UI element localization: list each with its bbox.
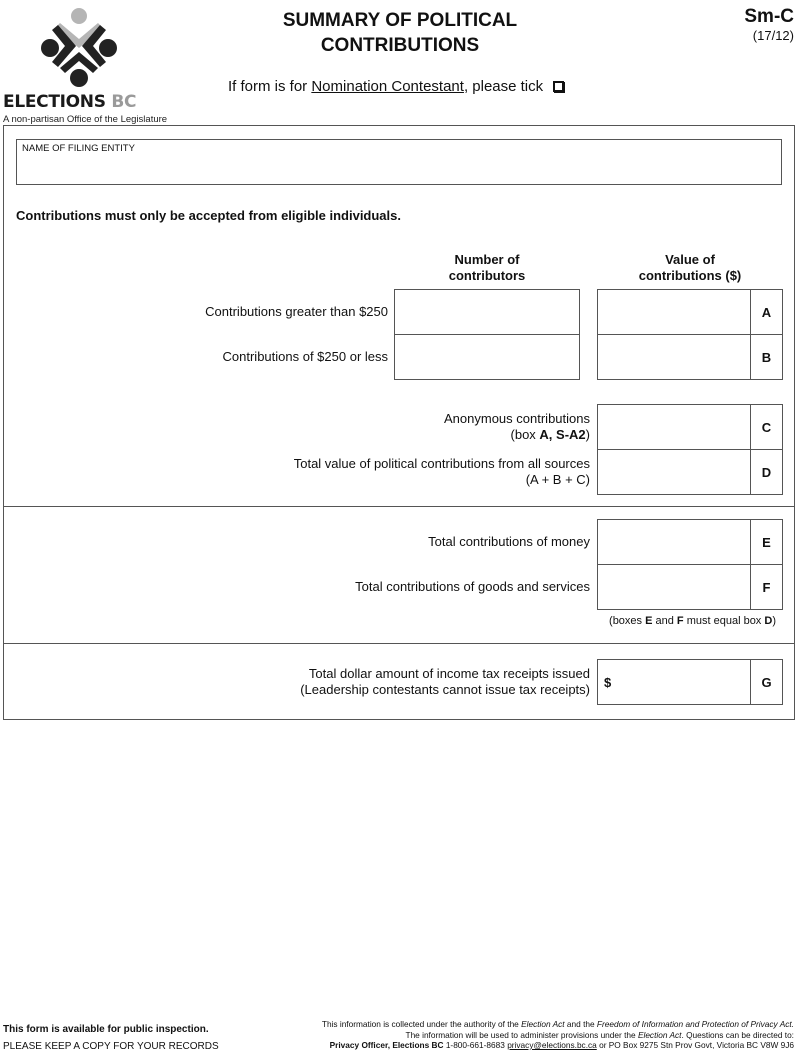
form-code-block — [744, 6, 794, 43]
column-header-value-line1: Value of — [665, 252, 715, 267]
footer-left — [3, 1021, 219, 1051]
row-f-label: Total contributions of goods and services — [355, 579, 590, 594]
note-f: F — [676, 615, 684, 627]
tick-underlined-text: Nomination Contestant — [311, 78, 464, 95]
section-divider-2 — [3, 643, 795, 644]
column-header-value-line2: contributions ($) — [638, 268, 742, 283]
privacy-line-1 — [322, 1019, 794, 1030]
row-b-count-field[interactable] — [394, 334, 580, 380]
column-header-number-line1: Number of — [454, 252, 520, 267]
row-c-letter: C — [761, 419, 772, 435]
row-d-label — [294, 456, 590, 488]
tick-suffix: , please tick — [463, 78, 544, 95]
row-d-value-field[interactable] — [598, 450, 751, 494]
row-c-bold: A, S-A2 — [539, 427, 586, 442]
row-c-value-field[interactable] — [598, 405, 751, 449]
keep-copy-notice: PLEASE KEEP A COPY FOR YOUR RECORDS — [3, 1041, 219, 1051]
row-e-value-field[interactable] — [598, 520, 751, 564]
row-c-label-line2 — [444, 427, 590, 443]
elections-bc-logo-icon — [38, 6, 120, 90]
row-b-label: Contributions of $250 or less — [222, 349, 388, 364]
form-code: Sm-C — [744, 6, 794, 27]
act-name: Election Act — [637, 1029, 682, 1040]
title-line-1: SUMMARY OF POLITICAL — [282, 10, 518, 31]
privacy-text: . Questions can be directed to: — [681, 1029, 794, 1040]
privacy-line-3 — [322, 1040, 794, 1051]
tick-prefix: If form is for — [228, 78, 312, 95]
privacy-email-link[interactable]: privacy@elections.bc.ca — [507, 1040, 597, 1050]
row-g-label — [300, 666, 590, 698]
privacy-address: or PO Box 9275 Stn Prov Govt, Victoria BC V8W 9J6 — [596, 1040, 794, 1050]
privacy-line-2 — [322, 1030, 794, 1041]
title-line-2: CONTRIBUTIONS — [320, 35, 480, 56]
form-version: (17/12) — [752, 28, 794, 43]
row-d-value-box — [597, 449, 783, 495]
form-title — [250, 8, 550, 58]
note-part: must equal box — [683, 615, 765, 627]
logo-name-main: ELECTIONS — [3, 92, 106, 112]
row-e-value-box — [597, 519, 783, 565]
row-f-letter: F — [762, 579, 771, 595]
row-c-value-box — [597, 404, 783, 450]
filing-entity-label: NAME OF FILING ENTITY — [22, 143, 135, 154]
row-g-label-line2: (Leadership contestants cannot issue tax receipts) — [300, 682, 590, 697]
column-header-number-line2: contributors — [448, 268, 526, 283]
row-c-suffix: ) — [585, 427, 590, 442]
row-b-value-box — [597, 334, 783, 380]
note-e: E — [645, 615, 653, 627]
privacy-phone: 1-800-661-8683 — [443, 1040, 508, 1050]
row-d-label-line2: (A + B + C) — [525, 472, 590, 487]
column-header-number — [394, 252, 580, 284]
row-e-label: Total contributions of money — [428, 534, 590, 549]
row-f-value-box — [597, 564, 783, 610]
elections-bc-logo — [3, 6, 168, 125]
public-inspection-notice: This form is available for public inspection. — [3, 1024, 209, 1035]
row-g-value-field[interactable] — [598, 660, 751, 704]
row-c-label — [444, 411, 590, 443]
row-a-letter: A — [761, 304, 772, 320]
row-a-value-box — [597, 289, 783, 335]
nomination-contestant-checkbox[interactable] — [553, 81, 564, 92]
act-name: Freedom of Information and Protection of Privacy Act. — [596, 1019, 794, 1029]
row-c-prefix: (box — [510, 427, 540, 442]
privacy-notice — [322, 1019, 794, 1051]
note-part: and — [652, 615, 677, 627]
privacy-text: This information is collected under the authority of the — [321, 1019, 522, 1029]
logo-tagline: A non-partisan Office of the Legislature — [3, 114, 168, 125]
row-g-label-line1: Total dollar amount of income tax receipts issued — [308, 666, 590, 681]
row-a-value-field[interactable] — [598, 290, 751, 334]
privacy-officer: Privacy Officer, Elections BC — [329, 1040, 444, 1050]
row-b-value-field[interactable] — [598, 335, 751, 379]
dollar-prefix: $ — [604, 674, 612, 690]
row-c-label-line1: Anonymous contributions — [444, 411, 590, 426]
note-part: ) — [772, 615, 776, 627]
row-e-letter: E — [762, 534, 771, 550]
row-a-label: Contributions greater than $250 — [205, 304, 388, 319]
row-g-letter: G — [761, 674, 772, 690]
row-d-letter: D — [761, 464, 772, 480]
logo-name-accent: BC — [111, 92, 137, 112]
row-f-value-field[interactable] — [598, 565, 751, 609]
ef-equals-d-note — [609, 615, 776, 627]
note-d: D — [764, 615, 773, 627]
act-name: Election Act — [521, 1019, 565, 1029]
row-b-letter: B — [761, 349, 772, 365]
column-header-value — [597, 252, 783, 284]
row-d-label-line1: Total value of political contributions from all sources — [293, 456, 590, 471]
row-a-count-field[interactable] — [394, 289, 580, 335]
privacy-text: and the — [564, 1019, 597, 1029]
note-part: (boxes — [609, 615, 646, 627]
privacy-text: The information will be used to administer provisions under the — [405, 1029, 638, 1040]
nomination-contestant-line — [228, 78, 564, 95]
eligibility-notice: Contributions must only be accepted from eligible individuals. — [16, 208, 401, 223]
filing-entity-field[interactable] — [16, 139, 782, 185]
section-divider-1 — [3, 506, 795, 507]
row-g-value-box — [597, 659, 783, 705]
